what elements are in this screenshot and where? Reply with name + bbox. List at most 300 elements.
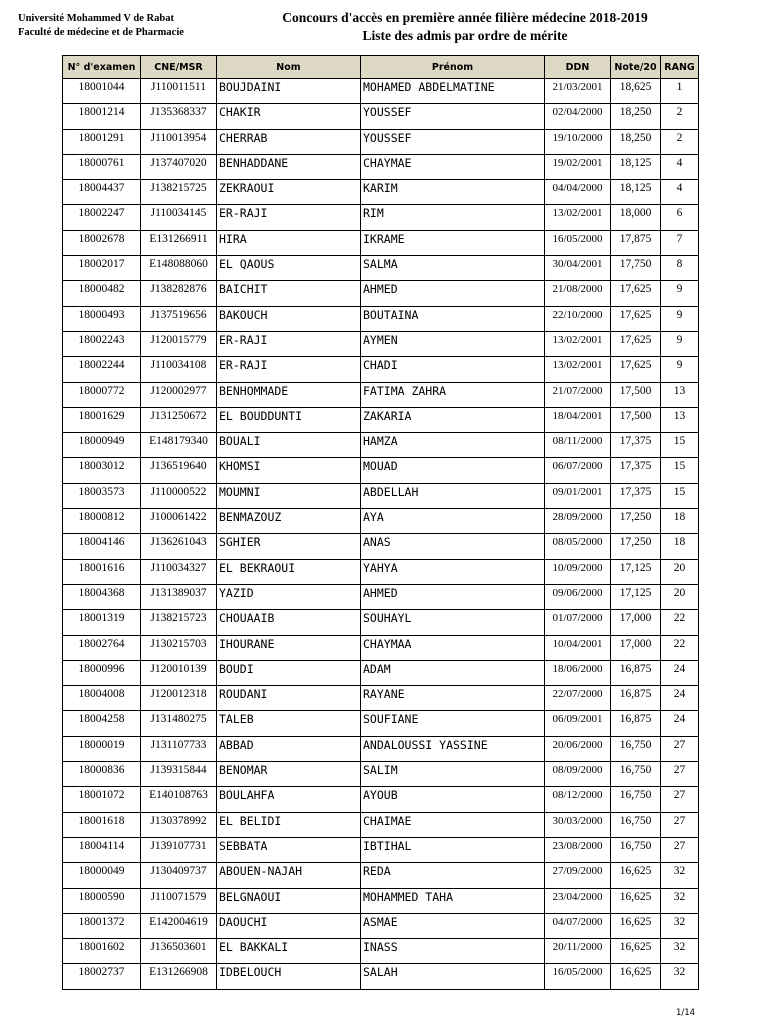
table-body: [63, 79, 699, 990]
table-row: [63, 964, 699, 989]
cne-cell: E131266908: [141, 964, 217, 989]
exam-number-cell: 18004114: [63, 837, 141, 862]
score-cell: 17,000: [611, 610, 661, 635]
table-row: [63, 79, 699, 104]
score-cell: 16,625: [611, 964, 661, 989]
score-cell: 18,625: [611, 79, 661, 104]
table-row: [63, 888, 699, 913]
cne-cell: J139315844: [141, 762, 217, 787]
cne-cell: J138215723: [141, 610, 217, 635]
institution-header: [18, 12, 184, 40]
rank-cell: 8: [661, 256, 699, 281]
rank-cell: 1: [661, 79, 699, 104]
birth-date-cell: 04/04/2000: [545, 180, 611, 205]
exam-number-cell: 18000812: [63, 509, 141, 534]
exam-number-cell: 18000836: [63, 762, 141, 787]
last-name-cell: ABBAD: [217, 736, 361, 761]
rank-cell: 4: [661, 180, 699, 205]
first-name-cell: ANDALOUSSI YASSINE: [361, 736, 545, 761]
rank-cell: 32: [661, 863, 699, 888]
last-name-cell: BENMAZOUZ: [217, 509, 361, 534]
first-name-cell: RAYANE: [361, 686, 545, 711]
exam-number-cell: 18001214: [63, 104, 141, 129]
score-cell: 17,375: [611, 458, 661, 483]
last-name-cell: BOULAHFA: [217, 787, 361, 812]
last-name-cell: DAOUCHI: [217, 913, 361, 938]
first-name-cell: MOUAD: [361, 458, 545, 483]
column-header-exam-number: N° d'examen: [63, 56, 141, 79]
birth-date-cell: 08/12/2000: [545, 787, 611, 812]
last-name-cell: SEBBATA: [217, 837, 361, 862]
last-name-cell: IHOURANE: [217, 635, 361, 660]
first-name-cell: IKRAME: [361, 230, 545, 255]
table-row: [63, 913, 699, 938]
cne-cell: J130378992: [141, 812, 217, 837]
score-cell: 17,125: [611, 559, 661, 584]
cne-cell: J110013954: [141, 129, 217, 154]
first-name-cell: SOUHAYL: [361, 610, 545, 635]
first-name-cell: AHMED: [361, 584, 545, 609]
birth-date-cell: 01/07/2000: [545, 610, 611, 635]
document-subtitle: Liste des admis par ordre de mérite: [362, 28, 568, 43]
birth-date-cell: 21/07/2000: [545, 382, 611, 407]
rank-cell: 4: [661, 154, 699, 179]
rank-cell: 7: [661, 230, 699, 255]
birth-date-cell: 18/06/2000: [545, 660, 611, 685]
table-row: [63, 407, 699, 432]
cne-cell: J137519656: [141, 306, 217, 331]
column-header-cne: CNE/MSR: [141, 56, 217, 79]
score-cell: 17,875: [611, 230, 661, 255]
last-name-cell: ROUDANI: [217, 686, 361, 711]
last-name-cell: MOUMNI: [217, 483, 361, 508]
column-header-last-name: Nom: [217, 56, 361, 79]
table-row: [63, 306, 699, 331]
admitted-list-table: [62, 55, 699, 990]
exam-number-cell: 18000761: [63, 154, 141, 179]
birth-date-cell: 16/05/2000: [545, 230, 611, 255]
score-cell: 18,000: [611, 205, 661, 230]
cne-cell: J110034145: [141, 205, 217, 230]
exam-number-cell: 18001618: [63, 812, 141, 837]
table-row: [63, 382, 699, 407]
table-row: [63, 357, 699, 382]
cne-cell: J135368337: [141, 104, 217, 129]
birth-date-cell: 09/01/2001: [545, 483, 611, 508]
exam-number-cell: 18003012: [63, 458, 141, 483]
last-name-cell: TALEB: [217, 711, 361, 736]
rank-cell: 27: [661, 812, 699, 837]
score-cell: 17,625: [611, 331, 661, 356]
table-row: [63, 129, 699, 154]
birth-date-cell: 10/04/2001: [545, 635, 611, 660]
cne-cell: J136519640: [141, 458, 217, 483]
birth-date-cell: 02/04/2000: [545, 104, 611, 129]
rank-cell: 9: [661, 281, 699, 306]
table-row: [63, 660, 699, 685]
last-name-cell: BELGNAOUI: [217, 888, 361, 913]
cne-cell: J110034327: [141, 559, 217, 584]
exam-number-cell: 18002764: [63, 635, 141, 660]
rank-cell: 22: [661, 635, 699, 660]
last-name-cell: BOUJDAINI: [217, 79, 361, 104]
birth-date-cell: 22/07/2000: [545, 686, 611, 711]
last-name-cell: ER-RAJI: [217, 357, 361, 382]
exam-number-cell: 18000949: [63, 433, 141, 458]
cne-cell: J120012318: [141, 686, 217, 711]
exam-number-cell: 18000049: [63, 863, 141, 888]
cne-cell: E148088060: [141, 256, 217, 281]
table-row: [63, 939, 699, 964]
score-cell: 17,625: [611, 357, 661, 382]
birth-date-cell: 18/04/2001: [545, 407, 611, 432]
first-name-cell: CHAYMAA: [361, 635, 545, 660]
cne-cell: J130409737: [141, 863, 217, 888]
exam-number-cell: 18002017: [63, 256, 141, 281]
table-row: [63, 584, 699, 609]
table-row: [63, 812, 699, 837]
table-row: [63, 281, 699, 306]
table-row: [63, 711, 699, 736]
cne-cell: J120002977: [141, 382, 217, 407]
exam-number-cell: 18001372: [63, 913, 141, 938]
table-row: [63, 433, 699, 458]
first-name-cell: SOUFIANE: [361, 711, 545, 736]
rank-cell: 20: [661, 584, 699, 609]
rank-cell: 32: [661, 939, 699, 964]
first-name-cell: AYMEN: [361, 331, 545, 356]
table-row: [63, 154, 699, 179]
table-row: [63, 230, 699, 255]
score-cell: 16,875: [611, 711, 661, 736]
last-name-cell: ABOUEN-NAJAH: [217, 863, 361, 888]
cne-cell: J131480275: [141, 711, 217, 736]
table-row: [63, 331, 699, 356]
last-name-cell: CHOUAAIB: [217, 610, 361, 635]
first-name-cell: IBTIHAL: [361, 837, 545, 862]
rank-cell: 32: [661, 964, 699, 989]
last-name-cell: SGHIER: [217, 534, 361, 559]
score-cell: 16,750: [611, 837, 661, 862]
score-cell: 17,750: [611, 256, 661, 281]
exam-number-cell: 18004368: [63, 584, 141, 609]
birth-date-cell: 23/04/2000: [545, 888, 611, 913]
cne-cell: J136503601: [141, 939, 217, 964]
rank-cell: 15: [661, 483, 699, 508]
cne-cell: E142004619: [141, 913, 217, 938]
birth-date-cell: 06/09/2001: [545, 711, 611, 736]
score-cell: 17,625: [611, 306, 661, 331]
table-row: [63, 104, 699, 129]
birth-date-cell: 08/11/2000: [545, 433, 611, 458]
exam-number-cell: 18001291: [63, 129, 141, 154]
table-row: [63, 863, 699, 888]
birth-date-cell: 28/09/2000: [545, 509, 611, 534]
document-header: [230, 9, 700, 45]
table-row: [63, 686, 699, 711]
exam-number-cell: 18000482: [63, 281, 141, 306]
exam-number-cell: 18002737: [63, 964, 141, 989]
first-name-cell: ASMAE: [361, 913, 545, 938]
rank-cell: 13: [661, 407, 699, 432]
first-name-cell: YOUSSEF: [361, 129, 545, 154]
first-name-cell: YOUSSEF: [361, 104, 545, 129]
first-name-cell: ANAS: [361, 534, 545, 559]
score-cell: 17,000: [611, 635, 661, 660]
table-row: [63, 610, 699, 635]
first-name-cell: BOUTAINA: [361, 306, 545, 331]
score-cell: 17,375: [611, 433, 661, 458]
score-cell: 16,750: [611, 787, 661, 812]
birth-date-cell: 20/11/2000: [545, 939, 611, 964]
rank-cell: 18: [661, 534, 699, 559]
cne-cell: J131389037: [141, 584, 217, 609]
table-row: [63, 559, 699, 584]
first-name-cell: MOHAMMED TAHA: [361, 888, 545, 913]
last-name-cell: KHOMSI: [217, 458, 361, 483]
cne-cell: J138282876: [141, 281, 217, 306]
rank-cell: 9: [661, 331, 699, 356]
rank-cell: 18: [661, 509, 699, 534]
birth-date-cell: 10/09/2000: [545, 559, 611, 584]
birth-date-cell: 21/08/2000: [545, 281, 611, 306]
birth-date-cell: 06/07/2000: [545, 458, 611, 483]
table-row: [63, 256, 699, 281]
exam-number-cell: 18000019: [63, 736, 141, 761]
score-cell: 17,375: [611, 483, 661, 508]
last-name-cell: BENHADDANE: [217, 154, 361, 179]
score-cell: 16,750: [611, 736, 661, 761]
score-cell: 16,625: [611, 863, 661, 888]
score-cell: 18,250: [611, 104, 661, 129]
cne-cell: J137407020: [141, 154, 217, 179]
exam-number-cell: 18001602: [63, 939, 141, 964]
last-name-cell: ZEKRAOUI: [217, 180, 361, 205]
rank-cell: 22: [661, 610, 699, 635]
first-name-cell: ABDELLAH: [361, 483, 545, 508]
first-name-cell: CHAIMAE: [361, 812, 545, 837]
table-row: [63, 762, 699, 787]
last-name-cell: ER-RAJI: [217, 331, 361, 356]
last-name-cell: EL QAOUS: [217, 256, 361, 281]
rank-cell: 32: [661, 888, 699, 913]
table-row: [63, 458, 699, 483]
page-number: 1/14: [676, 1008, 696, 1018]
birth-date-cell: 19/02/2001: [545, 154, 611, 179]
score-cell: 16,875: [611, 660, 661, 685]
score-cell: 16,875: [611, 686, 661, 711]
rank-cell: 24: [661, 711, 699, 736]
first-name-cell: ZAKARIA: [361, 407, 545, 432]
last-name-cell: EL BOUDDUNTI: [217, 407, 361, 432]
exam-number-cell: 18004258: [63, 711, 141, 736]
rank-cell: 20: [661, 559, 699, 584]
cne-cell: J130215703: [141, 635, 217, 660]
first-name-cell: AYOUB: [361, 787, 545, 812]
rank-cell: 9: [661, 306, 699, 331]
table-header-row: [63, 56, 699, 79]
exam-number-cell: 18004146: [63, 534, 141, 559]
birth-date-cell: 13/02/2001: [545, 205, 611, 230]
first-name-cell: SALMA: [361, 256, 545, 281]
birth-date-cell: 04/07/2000: [545, 913, 611, 938]
cne-cell: E140108763: [141, 787, 217, 812]
last-name-cell: EL BELIDI: [217, 812, 361, 837]
last-name-cell: YAZID: [217, 584, 361, 609]
rank-cell: 15: [661, 458, 699, 483]
first-name-cell: REDA: [361, 863, 545, 888]
table-row: [63, 635, 699, 660]
score-cell: 16,625: [611, 888, 661, 913]
last-name-cell: BOUALI: [217, 433, 361, 458]
table-row: [63, 837, 699, 862]
first-name-cell: INASS: [361, 939, 545, 964]
rank-cell: 24: [661, 686, 699, 711]
birth-date-cell: 30/03/2000: [545, 812, 611, 837]
birth-date-cell: 16/05/2000: [545, 964, 611, 989]
score-cell: 16,625: [611, 939, 661, 964]
birth-date-cell: 22/10/2000: [545, 306, 611, 331]
exam-number-cell: 18002243: [63, 331, 141, 356]
table-row: [63, 534, 699, 559]
last-name-cell: BENOMAR: [217, 762, 361, 787]
cne-cell: J131107733: [141, 736, 217, 761]
rank-cell: 27: [661, 762, 699, 787]
exam-number-cell: 18001629: [63, 407, 141, 432]
cne-cell: E148179340: [141, 433, 217, 458]
last-name-cell: EL BEKRAOUI: [217, 559, 361, 584]
table-row: [63, 483, 699, 508]
last-name-cell: IDBELOUCH: [217, 964, 361, 989]
birth-date-cell: 09/06/2000: [545, 584, 611, 609]
score-cell: 18,125: [611, 180, 661, 205]
birth-date-cell: 21/03/2001: [545, 79, 611, 104]
document-title: Concours d'accès en première année filière médecine 2018-2019: [282, 10, 648, 25]
last-name-cell: HIRA: [217, 230, 361, 255]
exam-number-cell: 18000996: [63, 660, 141, 685]
score-cell: 18,250: [611, 129, 661, 154]
cne-cell: J110011511: [141, 79, 217, 104]
exam-number-cell: 18002678: [63, 230, 141, 255]
cne-cell: J131250672: [141, 407, 217, 432]
column-header-first-name: Prénom: [361, 56, 545, 79]
last-name-cell: CHAKIR: [217, 104, 361, 129]
rank-cell: 2: [661, 129, 699, 154]
rank-cell: 9: [661, 357, 699, 382]
birth-date-cell: 08/05/2000: [545, 534, 611, 559]
score-cell: 17,125: [611, 584, 661, 609]
rank-cell: 27: [661, 736, 699, 761]
faculty-name: Faculté de médecine et de Pharmacie: [18, 27, 184, 38]
first-name-cell: RIM: [361, 205, 545, 230]
score-cell: 17,625: [611, 281, 661, 306]
column-header-rank: RANG: [661, 56, 699, 79]
last-name-cell: BAKOUCH: [217, 306, 361, 331]
table-row: [63, 787, 699, 812]
score-cell: 16,750: [611, 762, 661, 787]
exam-number-cell: 18004008: [63, 686, 141, 711]
first-name-cell: MOHAMED ABDELMATINE: [361, 79, 545, 104]
table-row: [63, 180, 699, 205]
birth-date-cell: 23/08/2000: [545, 837, 611, 862]
birth-date-cell: 08/09/2000: [545, 762, 611, 787]
score-cell: 17,250: [611, 534, 661, 559]
score-cell: 16,750: [611, 812, 661, 837]
last-name-cell: EL BAKKALI: [217, 939, 361, 964]
cne-cell: J110071579: [141, 888, 217, 913]
last-name-cell: ER-RAJI: [217, 205, 361, 230]
birth-date-cell: 19/10/2000: [545, 129, 611, 154]
first-name-cell: FATIMA ZAHRA: [361, 382, 545, 407]
first-name-cell: KARIM: [361, 180, 545, 205]
last-name-cell: BOUDI: [217, 660, 361, 685]
birth-date-cell: 13/02/2001: [545, 331, 611, 356]
first-name-cell: AHMED: [361, 281, 545, 306]
birth-date-cell: 30/04/2001: [545, 256, 611, 281]
score-cell: 18,125: [611, 154, 661, 179]
exam-number-cell: 18004437: [63, 180, 141, 205]
table-row: [63, 205, 699, 230]
score-cell: 17,500: [611, 407, 661, 432]
birth-date-cell: 27/09/2000: [545, 863, 611, 888]
cne-cell: J100061422: [141, 509, 217, 534]
cne-cell: J120015779: [141, 331, 217, 356]
last-name-cell: BENHOMMADE: [217, 382, 361, 407]
first-name-cell: ADAM: [361, 660, 545, 685]
score-cell: 16,625: [611, 913, 661, 938]
first-name-cell: HAMZA: [361, 433, 545, 458]
rank-cell: 13: [661, 382, 699, 407]
exam-number-cell: 18002244: [63, 357, 141, 382]
exam-number-cell: 18001319: [63, 610, 141, 635]
cne-cell: J110034108: [141, 357, 217, 382]
exam-number-cell: 18001616: [63, 559, 141, 584]
exam-number-cell: 18000590: [63, 888, 141, 913]
last-name-cell: CHERRAB: [217, 129, 361, 154]
last-name-cell: BAICHIT: [217, 281, 361, 306]
cne-cell: J136261043: [141, 534, 217, 559]
first-name-cell: CHAYMAE: [361, 154, 545, 179]
exam-number-cell: 18001044: [63, 79, 141, 104]
birth-date-cell: 13/02/2001: [545, 357, 611, 382]
cne-cell: E131266911: [141, 230, 217, 255]
rank-cell: 32: [661, 913, 699, 938]
rank-cell: 27: [661, 837, 699, 862]
first-name-cell: CHADI: [361, 357, 545, 382]
rank-cell: 24: [661, 660, 699, 685]
first-name-cell: YAHYA: [361, 559, 545, 584]
table-row: [63, 509, 699, 534]
cne-cell: J138215725: [141, 180, 217, 205]
rank-cell: 6: [661, 205, 699, 230]
score-cell: 17,500: [611, 382, 661, 407]
first-name-cell: SALIM: [361, 762, 545, 787]
score-cell: 17,250: [611, 509, 661, 534]
column-header-score: Note/20: [611, 56, 661, 79]
table-row: [63, 736, 699, 761]
exam-number-cell: 18001072: [63, 787, 141, 812]
exam-number-cell: 18003573: [63, 483, 141, 508]
cne-cell: J139107731: [141, 837, 217, 862]
rank-cell: 2: [661, 104, 699, 129]
birth-date-cell: 20/06/2000: [545, 736, 611, 761]
exam-number-cell: 18000772: [63, 382, 141, 407]
exam-number-cell: 18002247: [63, 205, 141, 230]
exam-number-cell: 18000493: [63, 306, 141, 331]
cne-cell: J110000522: [141, 483, 217, 508]
university-name: Université Mohammed V de Rabat: [18, 13, 174, 24]
rank-cell: 15: [661, 433, 699, 458]
